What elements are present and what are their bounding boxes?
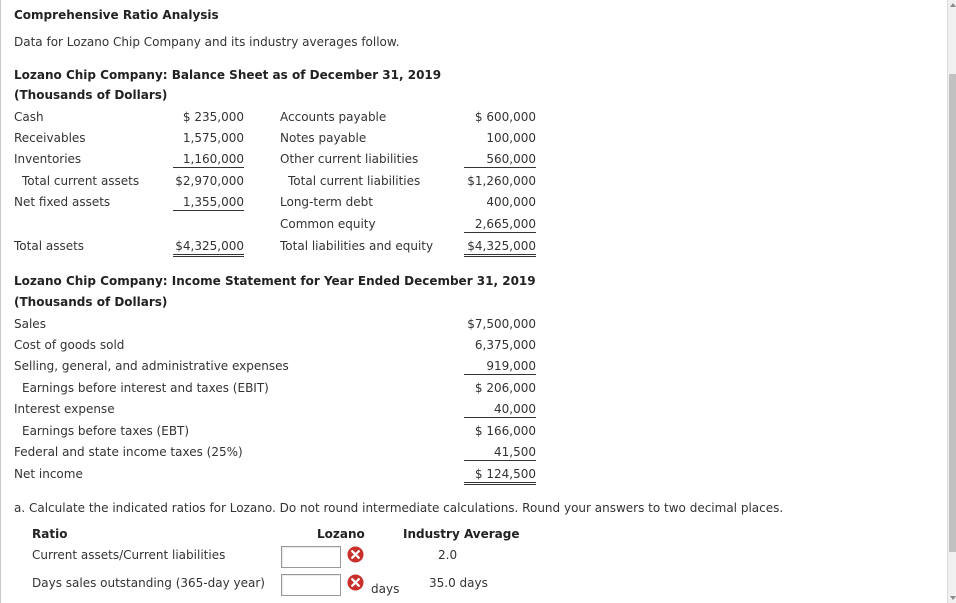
income-value: $ 206,000: [474, 381, 536, 395]
balance-sheet-units: (Thousands of Dollars): [14, 88, 168, 102]
industry-column-header: Industry Average: [403, 527, 520, 541]
asset-value: 1,160,000: [173, 151, 244, 168]
industry-value: 35.0 days: [429, 576, 488, 590]
income-statement-units: (Thousands of Dollars): [14, 295, 168, 309]
liability-label: Other current liabilities: [280, 152, 419, 166]
income-value: $7,500,000: [467, 317, 536, 331]
liability-value: $4,325,000: [464, 238, 536, 257]
income-label: Net income: [14, 467, 83, 481]
current-ratio-input[interactable]: [281, 546, 341, 568]
dso-input[interactable]: [281, 574, 341, 596]
asset-label: Total current assets: [22, 174, 140, 188]
liability-label: Notes payable: [280, 131, 367, 145]
asset-label: Net fixed assets: [14, 195, 111, 209]
liability-value: 560,000: [464, 151, 536, 168]
income-label: Cost of goods sold: [14, 338, 125, 352]
asset-value: 1,575,000: [182, 131, 244, 145]
ratio-label: Days sales outstanding (365-day year): [32, 576, 265, 590]
asset-value: $4,325,000: [173, 238, 244, 257]
company-column-header: Lozano: [317, 527, 365, 541]
scrollbar-thumb[interactable]: [949, 74, 956, 552]
income-label: Selling, general, and administrative expenses: [14, 359, 289, 373]
asset-label: Cash: [14, 110, 44, 124]
liability-label: Accounts payable: [280, 110, 387, 124]
balance-sheet-heading: Lozano Chip Company: Balance Sheet as of December 31, 2019: [14, 68, 442, 82]
vertical-scrollbar[interactable]: [947, 0, 956, 603]
asset-value: $2,970,000: [175, 174, 244, 188]
liability-label: Common equity: [280, 217, 376, 231]
income-value: 919,000: [464, 358, 536, 375]
income-value: 6,375,000: [474, 338, 536, 352]
liability-value: $ 600,000: [474, 110, 536, 124]
scroll-down-icon[interactable]: [950, 596, 956, 600]
income-label: Earnings before taxes (EBT): [22, 424, 190, 438]
income-label: Interest expense: [14, 402, 115, 416]
income-label: Earnings before interest and taxes (EBIT): [22, 381, 269, 395]
liability-value: 100,000: [486, 131, 536, 145]
asset-label: Receivables: [14, 131, 86, 145]
liability-value: 400,000: [486, 195, 536, 209]
scroll-up-icon[interactable]: [950, 3, 956, 7]
asset-label: Total assets: [14, 239, 85, 253]
unit-label: days: [371, 582, 400, 596]
asset-label: Inventories: [14, 152, 82, 166]
liability-label: Total liabilities and equity: [280, 239, 434, 253]
liability-value: $1,260,000: [467, 174, 536, 188]
incorrect-icon: [347, 574, 364, 591]
income-label: Federal and state income taxes (25%): [14, 445, 243, 459]
income-value: $ 124,500: [464, 466, 536, 485]
incorrect-icon: [347, 546, 364, 563]
income-value: 40,000: [464, 401, 536, 418]
ratio-label: Current assets/Current liabilities: [32, 548, 226, 562]
asset-value: $ 235,000: [182, 110, 244, 124]
intro-text: Data for Lozano Chip Company and its industry averages follow.: [14, 35, 400, 49]
income-value: $ 166,000: [474, 424, 536, 438]
asset-value: 1,355,000: [173, 194, 244, 211]
industry-value: 2.0: [438, 548, 458, 562]
income-label: Sales: [14, 317, 46, 331]
page-title: Comprehensive Ratio Analysis: [14, 8, 219, 22]
question-instruction: a. Calculate the indicated ratios for Lozano. Do not round intermediate calculations. Round your answers to two decimal places.: [14, 501, 784, 515]
income-statement-heading: Lozano Chip Company: Income Statement for Year Ended December 31, 2019: [14, 274, 536, 288]
income-value: 41,500: [464, 444, 536, 461]
liability-label: Total current liabilities: [288, 174, 421, 188]
liability-label: Long-term debt: [280, 195, 374, 209]
ratio-column-header: Ratio: [32, 527, 68, 541]
liability-value: 2,665,000: [464, 216, 536, 233]
